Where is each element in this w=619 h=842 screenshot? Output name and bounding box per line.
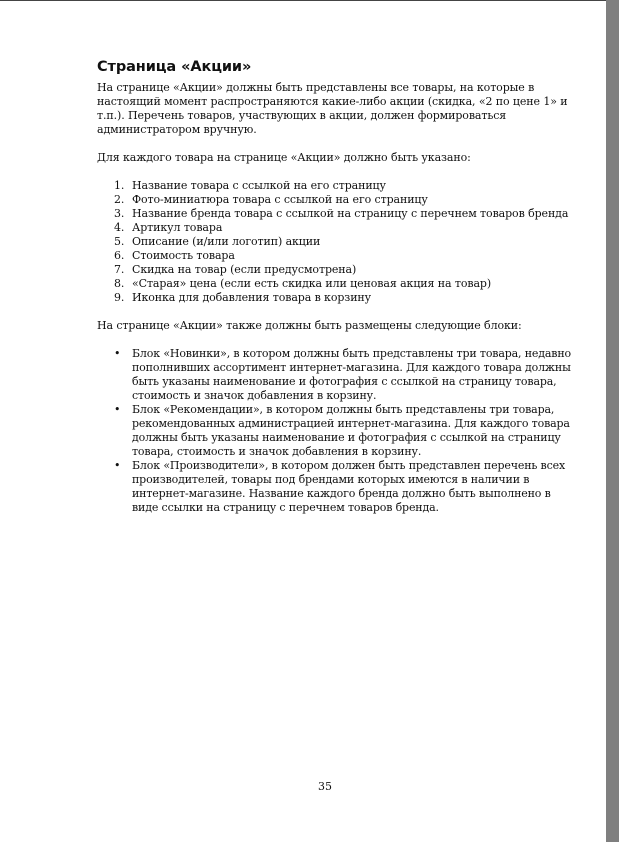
list-item-number: 3.	[114, 207, 125, 220]
list-intro-paragraph: Для каждого товара на странице «Акции» должно быть указано:	[97, 151, 471, 164]
numbered-list-item	[97, 179, 573, 193]
numbered-list	[97, 179, 573, 305]
bullet-icon: •	[114, 459, 121, 472]
bullet-list-item	[97, 403, 573, 459]
list-item-number: 6.	[114, 249, 125, 262]
spacer	[97, 165, 573, 179]
bullet-icon: •	[114, 347, 121, 360]
list-item-text: Артикул товара	[132, 221, 223, 234]
spacer	[97, 305, 573, 319]
list-item-number: 2.	[114, 193, 125, 206]
list-item-text: Название бренда товара с ссылкой на страницу с перечнем товаров бренда	[132, 207, 569, 220]
bullet-list-item	[97, 347, 573, 403]
blocks-intro-paragraph: На странице «Акции» также должны быть размещены следующие блоки:	[97, 319, 522, 332]
spacer	[97, 137, 573, 151]
list-item-text: Иконка для добавления товара в корзину	[132, 291, 372, 304]
numbered-list-item	[97, 221, 573, 235]
numbered-list-item	[97, 207, 573, 221]
list-item-text: Название товара с ссылкой на его страницу	[132, 179, 386, 192]
bulleted-list	[97, 347, 573, 515]
page-number: 35	[318, 780, 332, 793]
spacer	[97, 333, 573, 347]
list-item-number: 4.	[114, 221, 125, 234]
list-item-text: Стоимость товара	[132, 249, 235, 262]
bullet-text: Блок «Рекомендации», в котором должны быть представлены три товара, рекомендованных администрацией интернет-магазина. Для каждого товара должны быть указаны наименование и фотография с ссылкой на страницу товара, стоимость и значок добавления в корзину.	[132, 403, 570, 458]
list-item-text: «Старая» цена (если есть скидка или ценовая акция на товар)	[132, 277, 492, 290]
list-item-text: Скидка на товар (если предусмотрена)	[132, 263, 357, 276]
bullet-text: Блок «Производители», в котором должен быть представлен перечень всех производителей, товары под брендами которых имеются в наличии в интернет-магазине. Название каждого бренда должно быть выполнено в виде ссылки на страницу с перечнем товаров бренда.	[132, 459, 566, 514]
list-item-text: Описание (и/или логотип) акции	[132, 235, 321, 248]
numbered-list-item	[97, 249, 573, 263]
list-item-number: 5.	[114, 235, 125, 248]
list-item-number: 7.	[114, 263, 125, 276]
list-item-text: Фото-миниатюра товара с ссылкой на его страницу	[132, 193, 428, 206]
numbered-list-item	[97, 263, 573, 277]
list-item-number: 1.	[114, 179, 125, 192]
page-title: Страница «Акции»	[97, 59, 252, 75]
numbered-list-item	[97, 193, 573, 207]
bullet-list-item	[97, 459, 573, 515]
numbered-list-item	[97, 291, 573, 305]
numbered-list-item	[97, 277, 573, 291]
scrollbar-track[interactable]	[606, 0, 619, 842]
page-content	[97, 57, 573, 515]
numbered-list-item	[97, 235, 573, 249]
bullet-text: Блок «Новинки», в котором должны быть представлены три товара, недавно пополнивших ассортимент интернет-магазина. Для каждого товара должны быть указаны наименование и фотография с ссылкой на страницу товара, стоимость и значок добавления в корзину.	[132, 347, 572, 402]
list-item-number: 9.	[114, 291, 125, 304]
list-item-number: 8.	[114, 277, 125, 290]
intro-paragraph: На странице «Акции» должны быть представлены все товары, на которые в настоящий момент распространяются какие-либо акции (скидка, «2 по цене 1» и т.п.). Перечень товаров, участвующих в акции, должен формироваться администратором вручную.	[97, 81, 568, 136]
bullet-icon: •	[114, 403, 121, 416]
